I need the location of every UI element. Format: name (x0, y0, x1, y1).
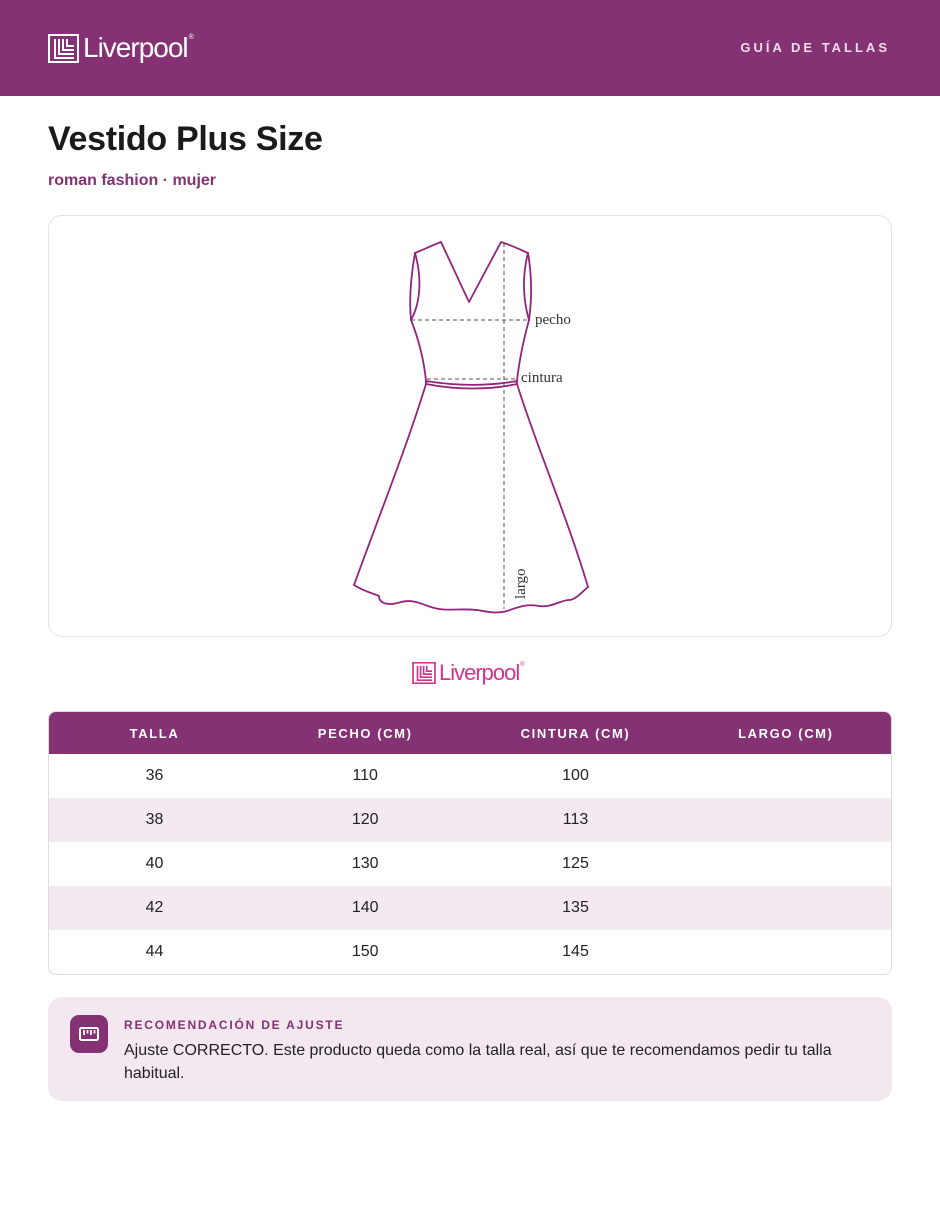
liverpool-logo[interactable] (48, 30, 194, 66)
cell-length (681, 798, 891, 842)
table-row (49, 842, 891, 886)
cell-size: 42 (49, 886, 260, 930)
cell-length (681, 886, 891, 930)
table-row (49, 886, 891, 930)
dress-left-armhole (411, 253, 419, 320)
cell-chest: 140 (260, 886, 470, 930)
brand-mark (412, 660, 525, 686)
column-header-waist: CINTURA (CM) (470, 712, 680, 754)
table-row (49, 930, 891, 974)
logo-wordmark: Liverpool (83, 32, 188, 63)
liverpool-logo-icon (412, 662, 436, 684)
cell-length (681, 930, 891, 974)
cell-chest: 110 (352, 767, 378, 784)
chest-label: pecho (535, 312, 571, 328)
length-label: largo (513, 568, 529, 599)
cell-length (681, 842, 891, 886)
dress-skirt-right (517, 384, 588, 587)
dress-neckline (415, 242, 528, 302)
logo-registered-mark: ® (188, 34, 194, 41)
cell-size: 38 (49, 798, 260, 842)
dress-right-armhole (524, 253, 529, 320)
cell-waist: 100 (562, 767, 589, 784)
dress-waistband (426, 381, 517, 389)
column-header-chest: PECHO (CM) (260, 712, 470, 754)
cell-waist: 125 (562, 855, 589, 872)
cell-waist: 145 (562, 943, 589, 960)
cell-chest: 150 (351, 943, 379, 960)
dress-hem (354, 585, 588, 613)
brand-wordmark: Liverpool (439, 660, 520, 685)
table-header-row (49, 712, 891, 754)
product-subtitle: roman fashion · mujer (48, 172, 217, 189)
size-table (48, 711, 892, 975)
cell-length (681, 754, 891, 798)
table-row (49, 798, 891, 842)
column-header-length: LARGO (CM) (681, 712, 891, 754)
dress-diagram (49, 216, 893, 638)
cell-waist: 113 (470, 798, 680, 842)
waist-label: cintura (521, 370, 563, 386)
page-title: Vestido Plus Size (48, 120, 323, 158)
table-row (49, 754, 891, 798)
recommendation-text: Ajuste CORRECTO. Este producto queda como la talla real, así que te recomendamos pedir tu talla habitual. (124, 1042, 832, 1082)
liverpool-logo-icon (48, 34, 79, 63)
cell-size: 36 (145, 767, 164, 784)
size-guide-link[interactable]: GUÍA DE TALLAS (740, 40, 890, 55)
page-header (0, 0, 940, 96)
column-header-size: TALLA (49, 712, 260, 754)
brand-registered-mark: ® (520, 662, 525, 668)
fit-recommendation-box (48, 997, 892, 1101)
measurement-diagram-card (48, 215, 892, 637)
recommendation-label: RECOMENDACIÓN DE AJUSTE (124, 1018, 345, 1032)
cell-size: 40 (145, 855, 164, 872)
ruler-icon (70, 1015, 108, 1053)
cell-size: 44 (145, 943, 164, 960)
cell-chest: 120 (260, 798, 470, 842)
cell-chest: 130 (351, 855, 379, 872)
cell-waist: 135 (470, 886, 680, 930)
dress-skirt-left (354, 384, 426, 585)
